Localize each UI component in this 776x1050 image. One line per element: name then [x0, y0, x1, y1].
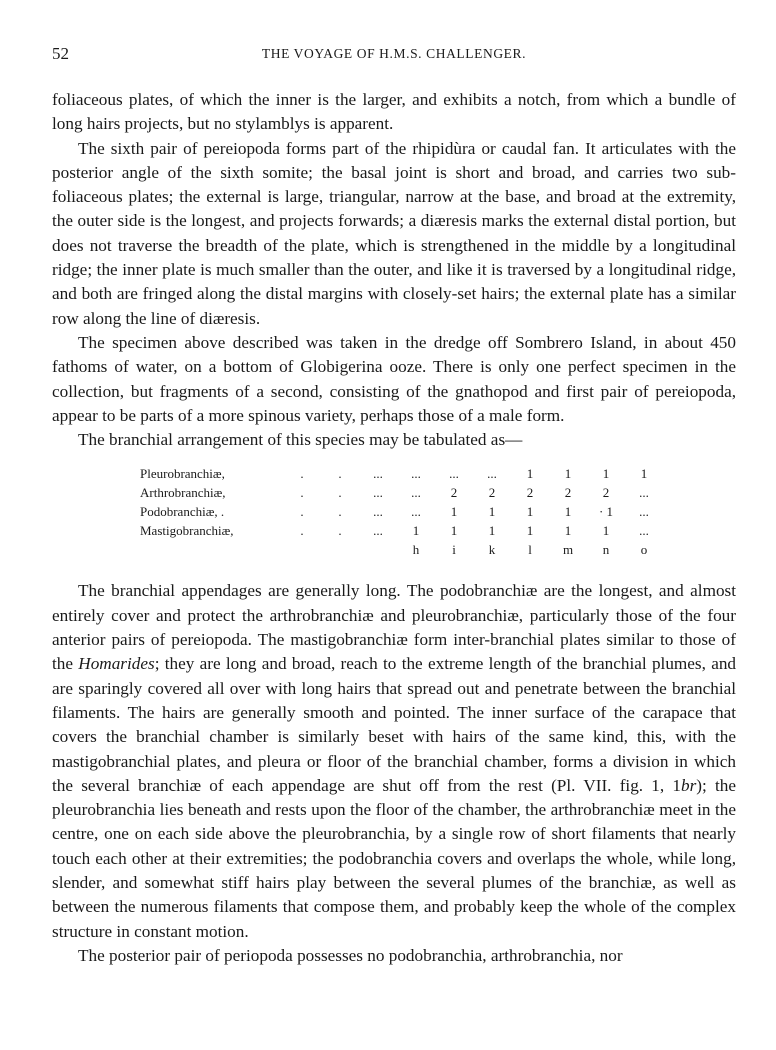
- table-cell: 2: [450, 485, 458, 501]
- table-cell: .: [300, 523, 304, 539]
- paragraph-continuation: foliaceous plates, of which the inner is the larger, and exhibits a notch, from which a bundle of long hairs projects, but no stylamblys is apparent.: [52, 90, 736, 134]
- paragraph-sixth-pair: The sixth pair of pereiopoda forms part of the rhipidùra or caudal fan. It articulates with the posterior angle of the sixth somite; the basal joint is short and broad, and carries two sub-foliaceous plates; the external is large, triangular, narrow at the base, and broad at the extremity, the outer side is the longest, and projects forwards; a diæresis marks the external distal portion, but does not traverse the breadth of the plate, which is strengthened in the middle by a longitudinal ridge; the inner plate is much smaller than the outer, and like it is traversed by a longitudinal ridge, and both are fringed along the distal margins with closely-set hairs; the external plate has a similar row along the line of diæresis.: [52, 138, 736, 328]
- column-letter: o: [640, 542, 648, 558]
- table-cell: .: [300, 485, 304, 501]
- table-cell: ...: [373, 523, 383, 539]
- column-letter: l: [528, 542, 532, 558]
- table-cell: ...: [373, 504, 383, 520]
- table-cell: .: [338, 485, 342, 501]
- table-cell: 1: [488, 523, 496, 539]
- table-cell: .: [338, 466, 342, 482]
- running-title: THE VOYAGE OF H.M.S. CHALLENGER.: [261, 46, 527, 61]
- column-letter: [359, 540, 397, 559]
- table-cell: ...: [639, 504, 649, 520]
- paragraph-specimen: The specimen above described was taken in the dredge off Sombrero Island, in about 450 fathoms of water, on a bottom of Globigerina ooze. There is only one perfect specimen in the collection, but fragments of a second, consisting of the gnathopod and first pair of pereiopoda, appear to be parts of a more spinous variety, perhaps those of a male form.: [52, 332, 736, 425]
- text-segment: The branchial appendages are generally long. The podobranchiæ are the longest, and almost entirely cover and protect the arthrobranchiæ and pleurobranchiæ, particularly those of the four anterior pairs of pereiopoda. The mastigobranchiæ form inter-branchial plates similar to those of the: [52, 581, 736, 674]
- row-label: [140, 540, 283, 559]
- row-label: Podobranchiæ, .: [140, 504, 225, 520]
- table-cell: ...: [373, 466, 383, 482]
- table-cell: 1: [602, 523, 610, 539]
- page-number: 52: [52, 44, 69, 63]
- table-cell: ...: [639, 485, 649, 501]
- table-cell: ...: [487, 466, 497, 482]
- table-cell: .: [300, 466, 304, 482]
- table-cell: · 1: [598, 504, 614, 520]
- table-cell: ...: [449, 466, 459, 482]
- table-cell: 2: [526, 485, 534, 501]
- table-cell: .: [338, 504, 342, 520]
- column-letter: [283, 540, 321, 559]
- table-cell: 1: [640, 466, 648, 482]
- row-label: Arthrobranchiæ,: [140, 485, 226, 501]
- table-cell: 2: [564, 485, 572, 501]
- table-cell: .: [338, 523, 342, 539]
- table-cell: 1: [450, 504, 458, 520]
- row-label: Pleurobranchiæ,: [140, 466, 225, 482]
- table-cell: 1: [602, 466, 610, 482]
- branchial-table: [140, 464, 663, 559]
- paragraph-branchial-appendages: [52, 579, 736, 943]
- table-row: [140, 464, 663, 483]
- column-letter: h: [412, 542, 420, 558]
- table-row: [140, 502, 663, 521]
- column-letter: [321, 540, 359, 559]
- table-cell: 1: [564, 523, 572, 539]
- branchial-table-wrap: [52, 464, 736, 567]
- table-cell: ...: [411, 485, 421, 501]
- table-cell: .: [300, 504, 304, 520]
- table-cell: 1: [526, 466, 534, 482]
- table-cell: 1: [412, 523, 420, 539]
- table-cell: 1: [526, 523, 534, 539]
- table-cell: ...: [411, 466, 421, 482]
- table-row: [140, 521, 663, 540]
- table-cell: 1: [564, 466, 572, 482]
- text-segment: ); the pleurobranchia lies beneath and rests upon the floor of the chamber, the arthrobranchiæ meet in the centre, one on each side above the pleurobranchia, by a single row of short filaments that nearly touch each other at their extremities; the podobranchia covers and overlaps the whole, while long, slender, and somewhat stiff hairs play between the several plumes of the branchiæ, as well as between the numerous filaments that compose them, and probably keep the whole of the complex structure in constant motion.: [52, 775, 737, 941]
- table-cell: 2: [488, 485, 496, 501]
- paragraph-table-intro: The branchial arrangement of this species may be tabulated as—: [78, 430, 523, 450]
- table-cell: ...: [411, 504, 421, 520]
- table-cell: 1: [564, 504, 572, 520]
- table-cell: 1: [526, 504, 534, 520]
- italic-text: br: [681, 775, 697, 795]
- table-cell: 1: [450, 523, 458, 539]
- table-cell: ...: [639, 523, 649, 539]
- page-header: [52, 44, 736, 68]
- table-cell: ...: [373, 485, 383, 501]
- column-letter-row: [140, 540, 663, 559]
- table-cell: 2: [602, 485, 610, 501]
- table-cell: 1: [488, 504, 496, 520]
- paragraph-posterior-pair: [52, 944, 736, 968]
- column-letter: m: [562, 542, 574, 558]
- column-letter: n: [602, 542, 610, 558]
- italic-text: Homarides: [78, 654, 155, 674]
- table-row: [140, 483, 663, 502]
- text-segment: ; they are long and broad, reach to the extreme length of the branchial plumes, and are sparingly covered all over with long hairs that spread out and penetrate between the branchial filaments. The hairs are generally smooth and pointed. The inner surface of the carapace that covers the branchial chamber is similarly beset with hairs of the same kind, this, with the mastigobranchial plates, and pleura or floor of the branchial chamber, forms a division in which the several branchiæ of each appendage are shut off from the rest (Pl. VII. fig. 1, 1: [52, 654, 737, 795]
- row-label: Mastigobranchiæ,: [140, 523, 234, 539]
- text-segment: The posterior pair of periopoda possesses no podobranchia, arthrobranchia, nor: [78, 945, 623, 965]
- column-letter: i: [452, 542, 456, 558]
- column-letter: k: [488, 542, 496, 558]
- body-text: [52, 88, 736, 968]
